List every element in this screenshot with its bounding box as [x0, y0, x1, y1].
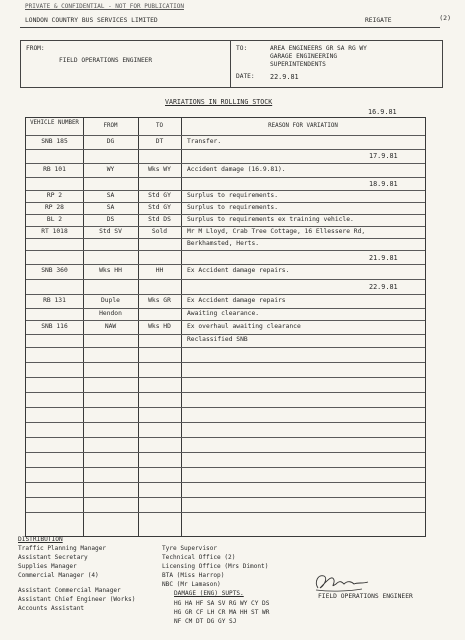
from-cell: Std SV	[99, 228, 122, 235]
document-title: VARIATIONS IN ROLLING STOCK	[165, 98, 273, 106]
distribution-item: Accounts Assistant	[18, 605, 85, 612]
from-cell: Duple	[101, 297, 120, 304]
vehicle-cell: RB 101	[43, 166, 66, 173]
distribution-item: Traffic Planning Manager	[18, 545, 107, 552]
reason-cell: Ex Accident damage repairs	[187, 297, 286, 304]
date-16-9-81: 16.9.81	[368, 108, 397, 116]
reason-cell: Surplus to requirements.	[187, 192, 278, 199]
from-cell: DS	[106, 216, 115, 223]
to-cell: Wks HD	[148, 323, 171, 330]
reason-cell: Reclassified SNB	[187, 336, 248, 343]
distribution-item: Assistant Secretary	[18, 554, 88, 561]
header-to: TO	[156, 123, 163, 129]
header-from: FROM	[103, 123, 118, 129]
reason-cell: Ex Accident damage repairs.	[187, 267, 290, 274]
to-cell: Std DS	[148, 216, 171, 223]
distribution-heading: DISTRIBUTION	[18, 536, 63, 543]
from-cell: Hendon	[99, 310, 122, 317]
memo-divider	[230, 41, 231, 87]
reason-cell: Surplus to requirements.	[187, 204, 278, 211]
distribution-item: Assistant Chief Engineer (Works)	[18, 596, 136, 603]
garage-codes-line: HG GR CF LH CR MA HH ST WR	[174, 609, 270, 616]
vehicle-cell: SNB 185	[41, 138, 68, 145]
rolling-stock-table	[25, 117, 426, 537]
distribution-item: NBC (Mr Lamason)	[162, 581, 221, 588]
distribution-item: Commercial Manager (4)	[18, 572, 99, 579]
from-value: FIELD OPERATIONS ENGINEER	[59, 57, 153, 64]
vehicle-cell: RP 28	[45, 204, 64, 211]
to-cell: Std GY	[148, 204, 171, 211]
memo-box	[20, 40, 443, 88]
header-reason: REASON FOR VARIATION	[268, 123, 338, 129]
to-cell: Sold	[151, 228, 168, 235]
reason-cell: Accident damage (16.9.81).	[187, 166, 286, 173]
distribution-item: Tyre Supervisor	[162, 545, 218, 552]
to-line-3: SUPERINTENDENTS	[270, 61, 326, 68]
vehicle-cell: RT 1018	[41, 228, 68, 235]
date-value: 22.9.81	[270, 73, 299, 81]
to-cell: Wks GR	[148, 297, 171, 304]
location: REIGATE	[365, 17, 392, 24]
from-cell: NAW	[104, 323, 117, 330]
distribution-item: Supplies Manager	[18, 563, 77, 570]
header-rule	[20, 27, 440, 28]
from-label: FROM:	[26, 45, 45, 52]
distribution-item: BTA (Miss Harrop)	[162, 572, 225, 579]
date-row: 18.9.81	[369, 180, 398, 188]
distribution-item: Licensing Office (Mrs Dimont)	[162, 563, 269, 570]
date-label: DATE:	[236, 73, 255, 80]
date-row: 17.9.81	[369, 152, 398, 160]
column-divider	[181, 118, 182, 536]
to-line-2: GARAGE ENGINEERING	[270, 53, 338, 60]
from-cell: Wks HH	[99, 267, 122, 274]
to-cell: Std GY	[148, 192, 171, 199]
from-cell: DG	[106, 138, 115, 145]
vehicle-cell: BL 2	[46, 216, 63, 223]
vehicle-cell: SNB 116	[41, 323, 68, 330]
damage-supts-heading: DAMAGE (ENG) SUPTS.	[174, 590, 244, 597]
reason-cell: Berkhamsted, Herts.	[187, 240, 260, 247]
from-cell: SA	[106, 192, 115, 199]
header-vehicle-number: VEHICLE NUMBER	[30, 120, 79, 126]
garage-codes-line: HG HA HF SA SV RG WY CY DS	[174, 600, 270, 607]
to-cell: DT	[155, 138, 164, 145]
reason-cell: Ex overhaul awaiting clearance	[187, 323, 301, 330]
classification-line: PRIVATE & CONFIDENTIAL - NOT FOR PUBLICATION	[25, 3, 184, 10]
reason-cell: Awaiting clearance.	[187, 310, 260, 317]
distribution-item: Assistant Commercial Manager	[18, 587, 121, 594]
reason-cell: Transfer.	[187, 138, 222, 145]
date-row: 22.9.81	[369, 283, 398, 291]
reason-cell: Surplus to requirements ex training vehicle.	[187, 216, 354, 223]
vehicle-cell: SNB 360	[41, 267, 68, 274]
date-row: 21.9.81	[369, 254, 398, 262]
from-cell: WY	[106, 166, 115, 173]
vehicle-cell: RP 2	[46, 192, 63, 199]
to-label: TO:	[236, 45, 248, 52]
signature-title: FIELD OPERATIONS ENGINEER	[318, 593, 413, 600]
to-line-1: AREA ENGINEERS GR SA RG WY	[270, 45, 367, 52]
vehicle-cell: RB 131	[43, 297, 66, 304]
to-cell: HH	[155, 267, 164, 274]
distribution-item: Technical Office (2)	[162, 554, 236, 561]
to-cell: Wks WY	[148, 166, 171, 173]
reason-cell: Mr M Lloyd, Crab Tree Cottage, 16 Ellessere Rd,	[187, 228, 366, 235]
from-cell: SA	[106, 204, 115, 211]
page-number: (2)	[439, 14, 451, 22]
garage-codes-line: NF CM DT DG GY SJ	[174, 618, 237, 625]
handwritten-signature	[312, 570, 372, 594]
company-name: LONDON COUNTRY BUS SERVICES LIMITED	[25, 17, 158, 24]
